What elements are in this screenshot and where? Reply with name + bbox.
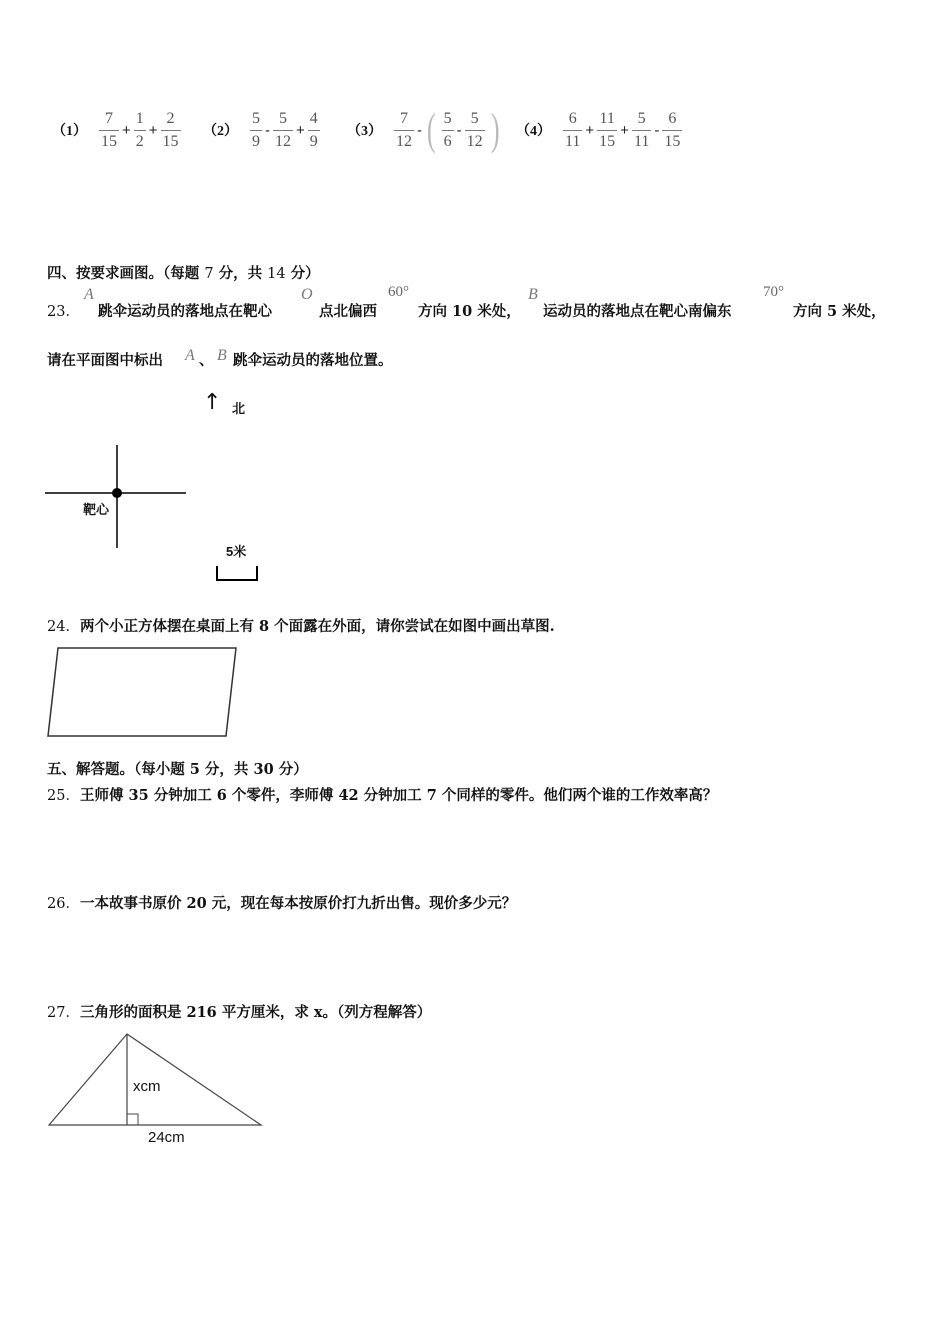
q23-text-4: 运动员的落地点在靶心南偏东 <box>543 303 732 320</box>
question-text: 两个小正方体摆在桌面上有 8 个面露在外面，请你尝试在如图中画出草图. <box>79 618 555 635</box>
fraction: $\frac{6}{15}$ <box>664 109 681 150</box>
target-map-figure <box>40 385 300 590</box>
q23-text-3: 方向 10 米处， <box>418 303 521 320</box>
question-24 <box>47 615 555 636</box>
north-arrow-icon: ↑ <box>203 390 222 415</box>
left-parenthesis: ( <box>426 105 436 154</box>
question-27 <box>47 1001 431 1022</box>
question-23-line1 <box>47 286 917 326</box>
triangle-figure <box>45 1030 270 1155</box>
fraction: $\frac{1}{2}$ <box>135 109 144 150</box>
question-23-line2 <box>47 347 447 371</box>
expression-3 <box>347 104 503 156</box>
operator: - <box>654 121 660 139</box>
fraction: $\frac{5}{9}$ <box>252 109 260 150</box>
question-26 <box>47 892 516 913</box>
north-label: 北 <box>232 401 246 416</box>
expression-label: （3） <box>347 124 382 139</box>
fraction: $\frac{5}{12}$ <box>275 109 291 150</box>
target-center-label: 靶心 <box>83 502 110 517</box>
expression-1 <box>52 104 183 156</box>
question-number: 27． <box>47 1005 80 1021</box>
fraction: $\frac{6}{11}$ <box>565 109 581 150</box>
fraction: $\frac{7}{15}$ <box>101 109 117 150</box>
right-parenthesis: ) <box>490 105 500 154</box>
question-number: 25． <box>47 788 80 804</box>
fraction: $\frac{2}{15}$ <box>162 109 179 150</box>
question-text: 一本故事书原价 20 元，现在每本按原价打九折出售。现价多少元？ <box>79 895 517 912</box>
parallelogram <box>48 648 236 736</box>
question-number: 24． <box>47 619 80 635</box>
q23-text-2: 点北偏西 <box>319 303 377 320</box>
fraction: $\frac{5}{6}$ <box>443 109 452 150</box>
expression-label: （2） <box>203 124 238 139</box>
section-5-heading: 五、解答题。（每小题 5 分，共 30 分） <box>47 761 308 778</box>
operator: + <box>620 121 629 139</box>
target-center-dot <box>112 488 122 498</box>
question-text: 王师傅 35 分钟加工 6 个零件，李师傅 42 分钟加工 7 个同样的零件。他们两个谁的工作效率高？ <box>79 787 718 804</box>
q23-text-1: 跳伞运动员的落地点在靶心 <box>98 303 272 320</box>
operator: - <box>265 121 270 139</box>
base-label: 24cm <box>148 1129 185 1146</box>
operator: + <box>122 121 131 139</box>
question-text: 三角形的面积是 216 平方厘米，求 x。（列方程解答） <box>79 1004 432 1021</box>
q23-text-5: 方向 5 米处， <box>793 303 886 320</box>
scale-bar <box>217 566 257 580</box>
parallelogram-figure <box>45 645 240 740</box>
scale-label: 5米 <box>226 544 247 559</box>
fraction: $\frac{4}{9}$ <box>309 109 318 150</box>
question-number: 26． <box>47 896 80 912</box>
fraction: $\frac{7}{12}$ <box>396 109 412 150</box>
operator: + <box>148 121 158 139</box>
angle-70: 70° <box>763 284 784 300</box>
operator: + <box>585 121 595 139</box>
fraction: $\frac{5}{11}$ <box>633 109 650 150</box>
fraction: $\frac{11}{15}$ <box>599 109 616 150</box>
question-number: 23． <box>47 304 80 320</box>
point-b-symbol: B <box>217 347 227 364</box>
expression-label: （4） <box>516 124 551 139</box>
expression-label: （1） <box>52 124 87 139</box>
point-b-symbol: B <box>528 286 538 303</box>
q23-text-6: 请在平面图中标出 <box>47 352 163 369</box>
expression-4 <box>516 104 684 156</box>
point-a-symbol: A <box>84 286 94 303</box>
fraction: $\frac{5}{12}$ <box>466 109 483 150</box>
operator: - <box>417 121 422 139</box>
expression-2 <box>203 104 322 156</box>
point-o-symbol: O <box>301 286 313 303</box>
height-label: xcm <box>133 1078 161 1095</box>
angle-60: 60° <box>388 284 409 300</box>
separator: 、 <box>199 352 214 369</box>
q23-text-7: 跳伞运动员的落地位置。 <box>233 352 393 369</box>
operator: - <box>456 121 462 139</box>
operator: + <box>296 121 305 139</box>
right-angle-mark <box>127 1114 138 1125</box>
section-4-heading: 四、按要求画图。（每题 7 分，共 14 分） <box>47 265 320 282</box>
question-25 <box>47 784 717 805</box>
point-a-symbol: A <box>185 347 195 364</box>
